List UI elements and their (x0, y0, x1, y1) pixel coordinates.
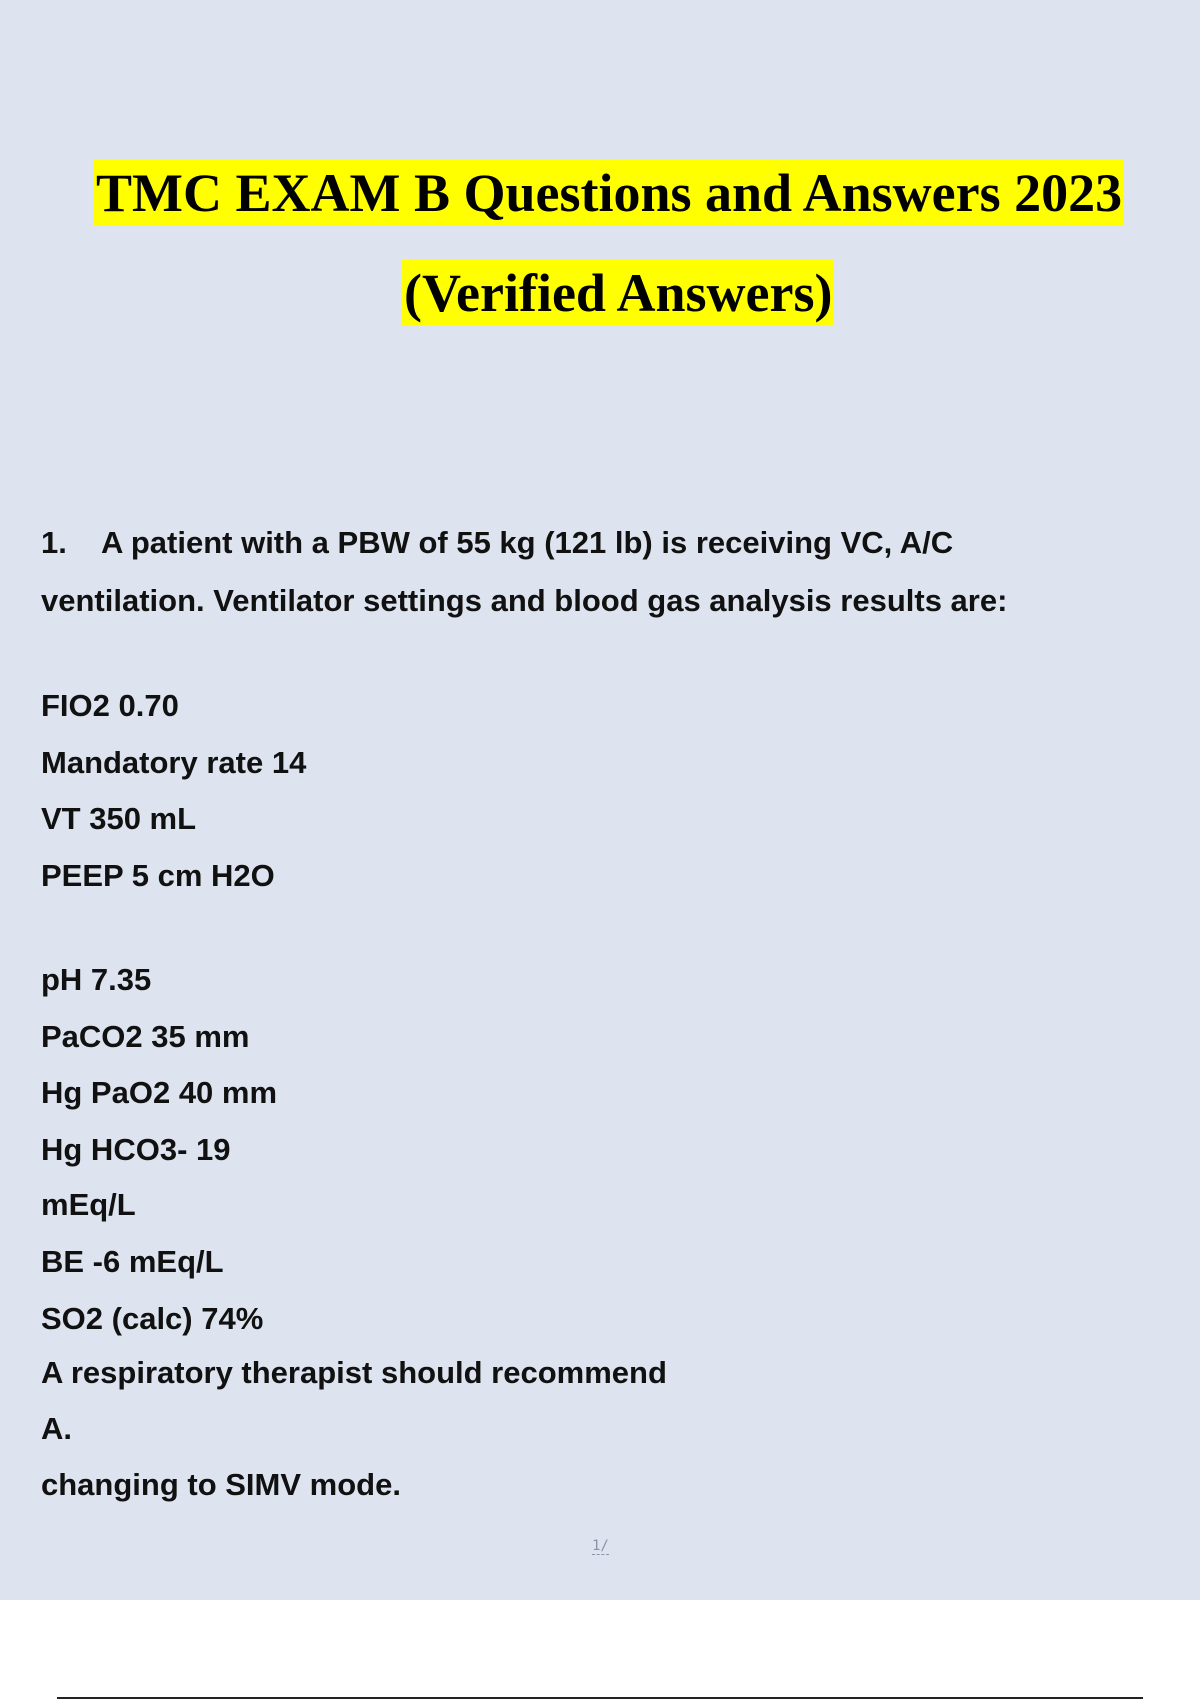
page-number-marker: 1/ (592, 1538, 609, 1554)
option-letter-a: A. (41, 1411, 72, 1446)
footer-divider (57, 1697, 1143, 1699)
document-title-line-2: (Verified Answers) (402, 260, 834, 326)
result-hco3-unit: mEq/L (41, 1187, 136, 1222)
setting-fio2: FIO2 0.70 (41, 688, 179, 723)
question-number: 1. (41, 525, 67, 560)
result-pao2: Hg PaO2 40 mm (41, 1075, 278, 1110)
document-title-line-1: TMC EXAM B Questions and Answers 2023 (94, 160, 1124, 226)
result-ph: pH 7.35 (41, 962, 152, 997)
question-intro-line-2: ventilation. Ventilator settings and blood gas analysis results are: (41, 583, 1008, 618)
result-so2: SO2 (calc) 74% (41, 1301, 264, 1336)
question-intro-line-1 (41, 525, 953, 561)
option-text-a: changing to SIMV mode. (41, 1467, 401, 1502)
setting-mandatory-rate: Mandatory rate 14 (41, 745, 307, 780)
question-intro-text: A patient with a PBW of 55 kg (121 lb) is receiving VC, A/C (101, 525, 954, 560)
result-be: BE -6 mEq/L (41, 1244, 224, 1279)
question-prompt: A respiratory therapist should recommend (41, 1355, 667, 1390)
result-paco2: PaCO2 35 mm (41, 1019, 250, 1054)
setting-vt: VT 350 mL (41, 801, 197, 836)
result-hco3: Hg HCO3- 19 (41, 1132, 231, 1167)
setting-peep: PEEP 5 cm H2O (41, 858, 275, 893)
